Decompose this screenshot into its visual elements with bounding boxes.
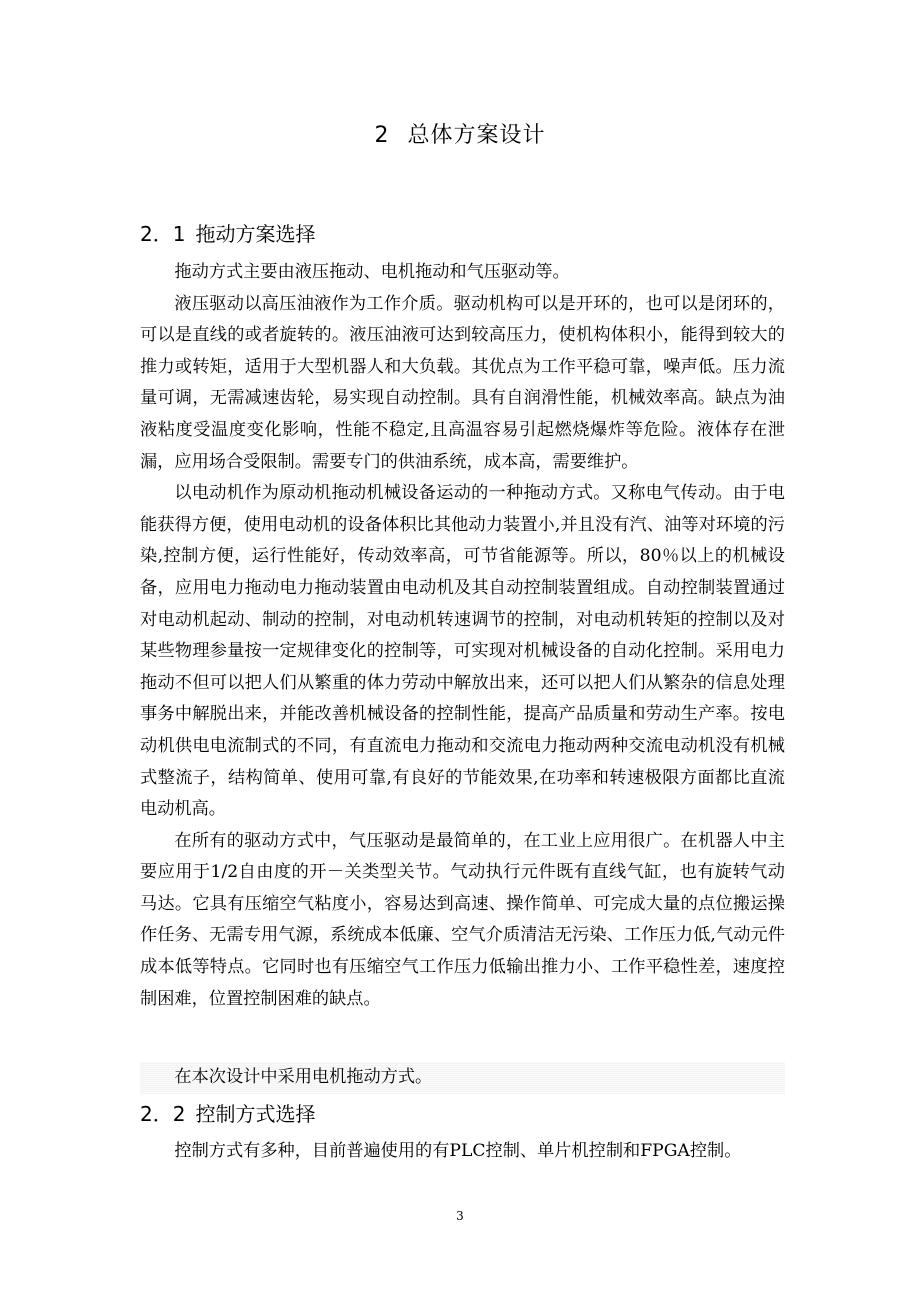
paragraph: 以电动机作为原动机拖动机械设备运动的一种拖动方式。又称电气传动。由于电能获得方便，使用电动机的设备体积比其他动力装置小,并且没有汽、油等对环境的污染,控制方便，运行性能好，传动效率高，可节省能源等。所以，80％以上的机械设备，应用电力拖动电力拖动装置由电动机及其自动控制装置组成。自动控制装置通过对电动机起动、制动的控制，对电动机转速调节的控制，对电动机转矩的控制以及对某些物理参量按一定规律变化的控制等，可实现对机械设备的自动化控制。采用电力拖动不但可以把人们从繁重的体力劳动中解放出来，还可以把人们从繁杂的信息处理事务中解脱出来，并能改善机械设备的控制性能，提高产品质量和劳动生产率。按电动机供电电流制式的不同，有直流电力拖动和交流电力拖动两种交流电动机没有机械式整流子，结构简单、使用可靠,有良好的节能效果,在功率和转速极限方面都比直流电动机高。: [140, 483, 785, 820]
paragraph: 拖动方式主要由液压拖动、电机拖动和气压驱动等。: [174, 262, 570, 282]
paragraph: 在所有的驱动方式中，气压驱动是最简单的，在工业上应用很广。在机器人中主要应用于1/2自由度的开－关类型关节。气动执行元件既有直线气缸，也有旋转气动马达。它具有压缩空气粘度小，容易达到高速、操作简单、可完成大量的点位搬运操作任务、无需专用气源，系统成本低廉、空气介质清洁无污染、工作压力低,气动元件成本低等特点。它同时也有压缩空气工作压力低输出推力小、工作平稳性差，速度控制困难，位置控制困难的缺点。: [140, 830, 785, 1009]
section-heading-2-2: [140, 1099, 315, 1129]
section-2-1-body: [140, 257, 785, 1015]
page-number: 3: [456, 1209, 464, 1223]
section-2-1-conclusion: [140, 1062, 785, 1094]
section-number: 2．1: [140, 222, 186, 246]
section-number: 2．2: [140, 1102, 186, 1126]
chapter-title: [0, 120, 920, 152]
chapter-number: 2: [374, 123, 390, 148]
section-title-text: 拖动方案选择: [195, 222, 316, 246]
paragraph: 液压驱动以高压油液作为工作介质。驱动机构可以是开环的，也可以是闭环的，可以是直线的或者旋转的。液压油液可达到较高压力，使机构体积小，能得到较大的推力或转矩，适用于大型机器人和大负载。其优点为工作平稳可靠，噪声低。压力流量可调，无需减速齿轮，易实现自动控制。具有自润滑性能，机械效率高。缺点为油液粘度受温度变化影响，性能不稳定,且高温容易引起燃烧爆炸等危险。液体存在泄漏，应用场合受限制。需要专门的供油系统，成本高，需要维护。: [140, 293, 785, 472]
section-2-2-body: [140, 1136, 785, 1168]
paragraph: 控制方式有多种，目前普遍使用的有PLC控制、单片机控制和FPGA控制。: [174, 1141, 742, 1161]
chapter-title-text: 总体方案设计: [407, 123, 546, 148]
section-heading-2-1: [140, 219, 315, 249]
section-title-text: 控制方式选择: [195, 1102, 316, 1126]
paragraph: 在本次设计中采用电机拖动方式。: [174, 1067, 433, 1087]
